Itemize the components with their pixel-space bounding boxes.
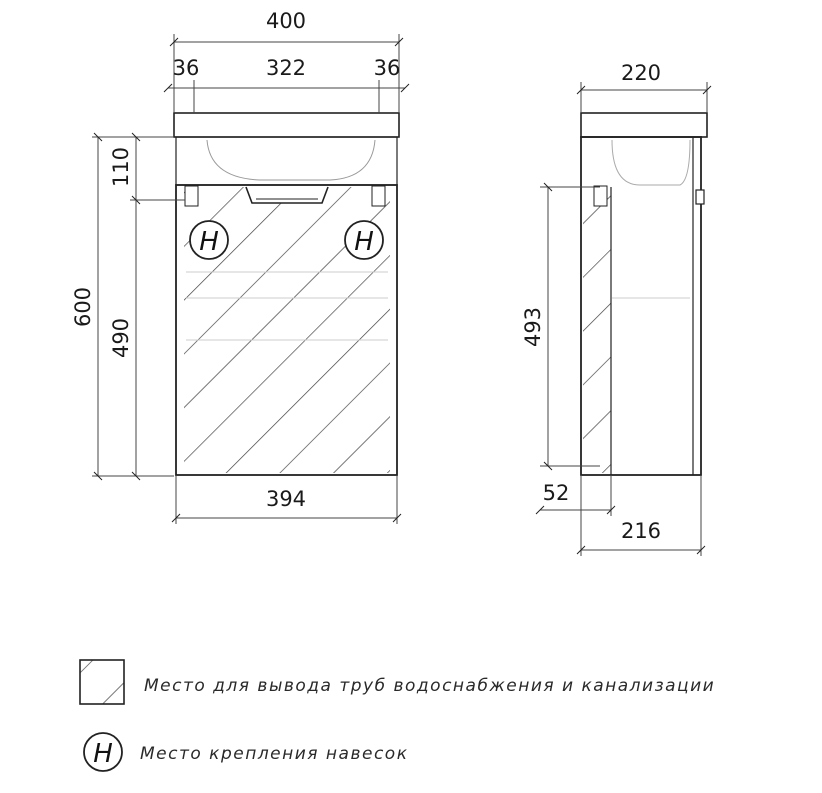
legend xyxy=(80,660,715,771)
dim-overall-depth: 220 xyxy=(620,61,662,85)
front-countertop xyxy=(174,113,399,137)
front-mount-point-right xyxy=(345,221,383,259)
front-bracket-right xyxy=(372,186,385,206)
legend-hatch-label: Место для вывода труб водоснабжения и канализации xyxy=(144,676,716,696)
side-door-handle xyxy=(696,190,704,204)
front-view xyxy=(174,113,399,475)
dim-pipe-zone-depth: 52 xyxy=(542,481,570,505)
front-mount-point-left xyxy=(190,221,228,259)
legend-mount-label: Место крепления навесок xyxy=(140,744,409,764)
dim-cabinet-depth: 216 xyxy=(620,519,662,543)
legend-mount-symbol: H xyxy=(93,739,113,769)
dim-overall-height: 600 xyxy=(71,286,95,328)
front-basin-body xyxy=(176,137,397,185)
dim-top-section-height: 110 xyxy=(109,146,133,188)
dim-cabinet-width: 394 xyxy=(265,487,307,511)
front-mount-symbol-left: H xyxy=(199,227,219,257)
dim-side-offset-left: 36 xyxy=(172,56,200,80)
dim-overall-width: 400 xyxy=(265,9,307,33)
legend-hatch-swatch xyxy=(80,660,124,704)
side-hatched-pipe-zone xyxy=(583,187,611,473)
dim-cabinet-height: 490 xyxy=(109,317,133,359)
legend-mount-item xyxy=(84,733,408,771)
dim-side-offset-right: 36 xyxy=(373,56,401,80)
front-bracket-left xyxy=(185,186,198,206)
side-view xyxy=(581,113,707,475)
front-door-handle xyxy=(246,187,328,203)
side-bracket xyxy=(594,186,607,206)
dim-pipe-zone-height: 493 xyxy=(521,306,545,348)
front-mount-symbol-right: H xyxy=(354,227,374,257)
dim-inner-width: 322 xyxy=(265,56,307,80)
legend-hatch-item xyxy=(80,660,715,704)
side-countertop xyxy=(581,113,707,137)
